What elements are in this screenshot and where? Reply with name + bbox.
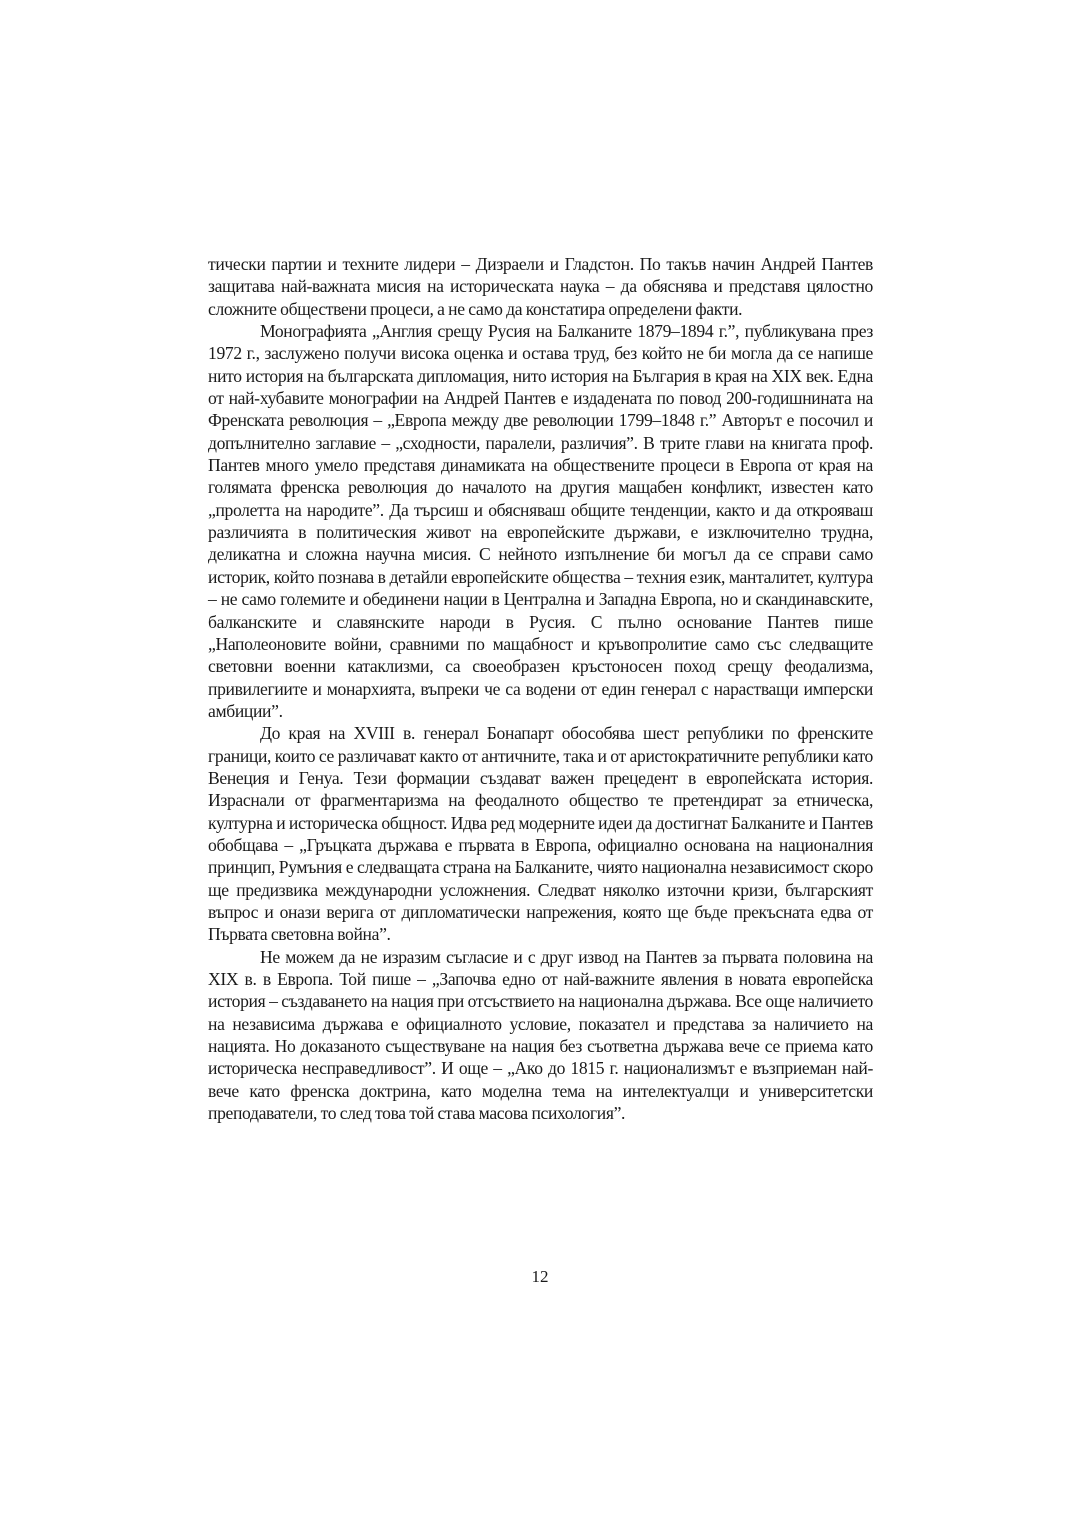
body-text: [208, 253, 873, 1124]
paragraph-4: Не можем да не изразим съгласие и с друг извод на Пантев за първата половина на XIX в. в Европа. Той пише – „Започва едно от най-важните явления в новата европейска история – създаването на нация при отсъствието на национална държава. Все още наличието на независима държава е официалното условие, показател и представа за наличието на нацията. Но доказаното съществуване на нация без съответна държава вече се приема като историческа несправедливост”. И още – „Ако до 1815 г. национализмът е възприеман най-вече като френска доктрина, като моделна тема на интелектуалци и университетски преподаватели, то след това той става масова психология”.: [208, 946, 873, 1124]
paragraph-2: Монографията „Англия срещу Русия на Балканите 1879–1894 г.”, публикувана през 1972 г., заслужено получи висока оценка и остава труд, без който не би могла да се напише нито история на българската дипломация, нито история на България в края на XIX век. Една от най-хубавите монографии на Андрей Пантев е издадената по повод 200-годишнината на Френската революция – „Европа между две революции 1799–1848 г.” Авторът е посочил и допълнително заглавие – „сходности, паралели, различия”. В трите глави на книгата проф. Пантев много умело представя динамиката на обществените процеси в Европа от края на голямата френска революция до началото на другия мащабен конфликт, известен като „пролетта на народите”. Да търсиш и обясняваш общите тенденции, както и да открояваш различията в политическия живот на европейските държави, е изключително трудна, деликатна и сложна научна мисия. С нейното изпълнение би могъл да се справи само историк, който познава в детайли европейските общества – техния език, манталитет, култура – не само големите и обединени нации в Централна и Западна Европа, но и скандинавските, балканските и славянските народи в Русия. С пълно основание Пантев пише „Наполеоновите войни, сравними по мащабност и кръвопролитие само със следващите световни военни катаклизми, са своеобразен кръстоносен поход срещу феодализма, привилегиите и монархията, въпреки че са водени от един генерал с нарастващи имперски амбиции”.: [208, 321, 873, 721]
paragraph-1: тически партии и техните лидери – Дизраели и Гладстон. По такъв начин Андрей Пантев защитава най-важната мисия на историческата наука – да обяснява и представя цялостно сложните обществени процеси, а не само да констатира определени факти.: [208, 254, 873, 319]
page-number: 12: [531, 1267, 549, 1286]
paragraph-3: До края на XVIII в. генерал Бонапарт обособява шест републики по френските граници, които се различават както от античните, така и от аристократичните републики като Венеция и Генуа. Тези формации създават важен прецедент в европейската история. Израснали от фрагментаризма на феодалното общество те претендират за етническа, културна и историческа общност. Идва ред модерните идеи да достигнат Балканите и Пантев обобщава – „Гръцката държава е първата в Европа, официално основана на националния принцип, Румъния е следващата страна на Балканите, чиято национална независимост скоро ще предизвика международни усложнения. Следват няколко източни кризи, българският въпрос и онази верига от дипломатически напрежения, която ще бъде прекъсната едва от Първата световна война”.: [208, 723, 873, 945]
